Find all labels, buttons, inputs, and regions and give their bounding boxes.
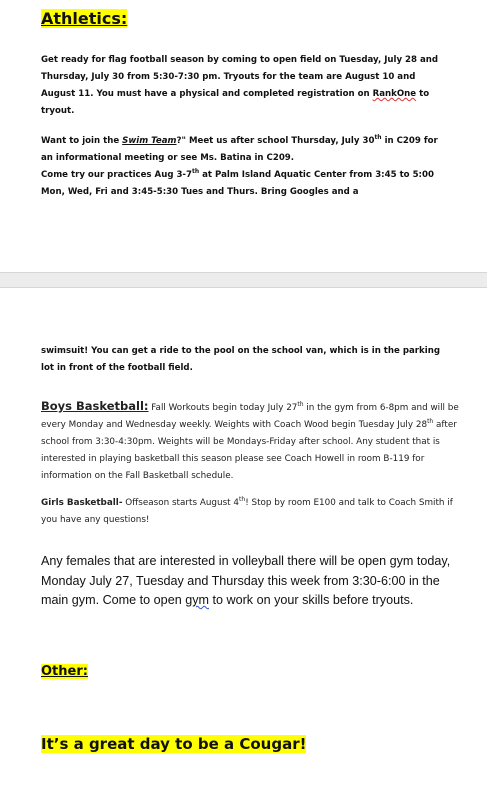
girls-basketball-paragraph bbox=[41, 495, 461, 529]
cougar-slogan: It’s a great day to be a Cougar! bbox=[41, 735, 307, 753]
volleyball-paragraph bbox=[41, 552, 451, 611]
boys-text-3: after school from 3:30-4:30pm. Weights will be Mondays-Friday after school. Any student that is interested in playing basketball this season please see Coach Howell in room B-119 for information on the Fall Basketball schedule. bbox=[41, 420, 457, 481]
superscript: th bbox=[427, 418, 434, 426]
superscript: th bbox=[191, 168, 200, 176]
boys-text-2: in the gym from 6-8pm and will be every Monday and Wednesday weekly. Weights with Coach Wood begin Tuesday July 28 bbox=[41, 403, 459, 430]
superscript: th bbox=[297, 401, 304, 409]
swim-practice-text-2: at Palm Island Aquatic Center from 3:45 to 5:00 Mon, Wed, Fri and 3:45-5:30 Tues and Thurs. Bring Googles and a bbox=[41, 170, 434, 197]
flag-football-text-end: to tryout. bbox=[41, 89, 430, 116]
gym-word: gym bbox=[185, 593, 209, 607]
athletics-heading: Athletics: bbox=[41, 9, 128, 28]
swim-intro-text-3: in C209 for an informational meeting or see Ms. Batina in C209. bbox=[41, 136, 438, 163]
flag-football-paragraph bbox=[41, 52, 451, 120]
volleyball-text-2: to work on your skills before tryouts. bbox=[209, 593, 414, 607]
boys-text-1: Fall Workouts begin today July 27 bbox=[148, 403, 298, 413]
girls-text-1: Offseason starts August 4 bbox=[122, 498, 240, 508]
superscript: th bbox=[374, 134, 382, 142]
boys-basketball-paragraph bbox=[41, 398, 461, 485]
swim-intro-text: Want to join the bbox=[41, 136, 123, 146]
flag-football-text: Get ready for flag football season by coming to open field on Tuesday, July 28 and Thursday, July 30 from 5:30-7:30 pm. Tryouts for the team are August 10 and August 11. You must have a physical and completed registration on bbox=[41, 55, 439, 99]
swim-intro-text-2: ?" Meet us after school Thursday, July 30 bbox=[176, 136, 375, 146]
superscript: th bbox=[239, 496, 246, 504]
other-heading: Other: bbox=[41, 664, 88, 679]
swim-team-link: Swim Team bbox=[122, 136, 177, 146]
boys-basketball-heading: Boys Basketball: bbox=[41, 399, 149, 413]
rankone-word: RankOne bbox=[372, 89, 417, 99]
page-break bbox=[0, 272, 487, 288]
swim-team-paragraph bbox=[41, 133, 451, 201]
swim-continued-paragraph: swimsuit! You can get a ride to the pool on the school van, which is in the parking lot in front of the football field. bbox=[41, 346, 440, 373]
swim-practice bbox=[41, 167, 451, 201]
volleyball-text-1: Any females that are interested in volleyball there will be open gym today, Monday July 27, Tuesday and Thursday this week from 3:30-6:00 in the main gym. Come to open bbox=[41, 554, 451, 607]
girls-basketball-heading: Girls Basketball- bbox=[41, 498, 123, 508]
swim-intro bbox=[41, 133, 451, 167]
swim-practice-text: Come try our practices Aug 3-7 bbox=[41, 170, 192, 180]
girls-text-2: ! Stop by room E100 and talk to Coach Smith if you have any questions! bbox=[41, 498, 453, 525]
